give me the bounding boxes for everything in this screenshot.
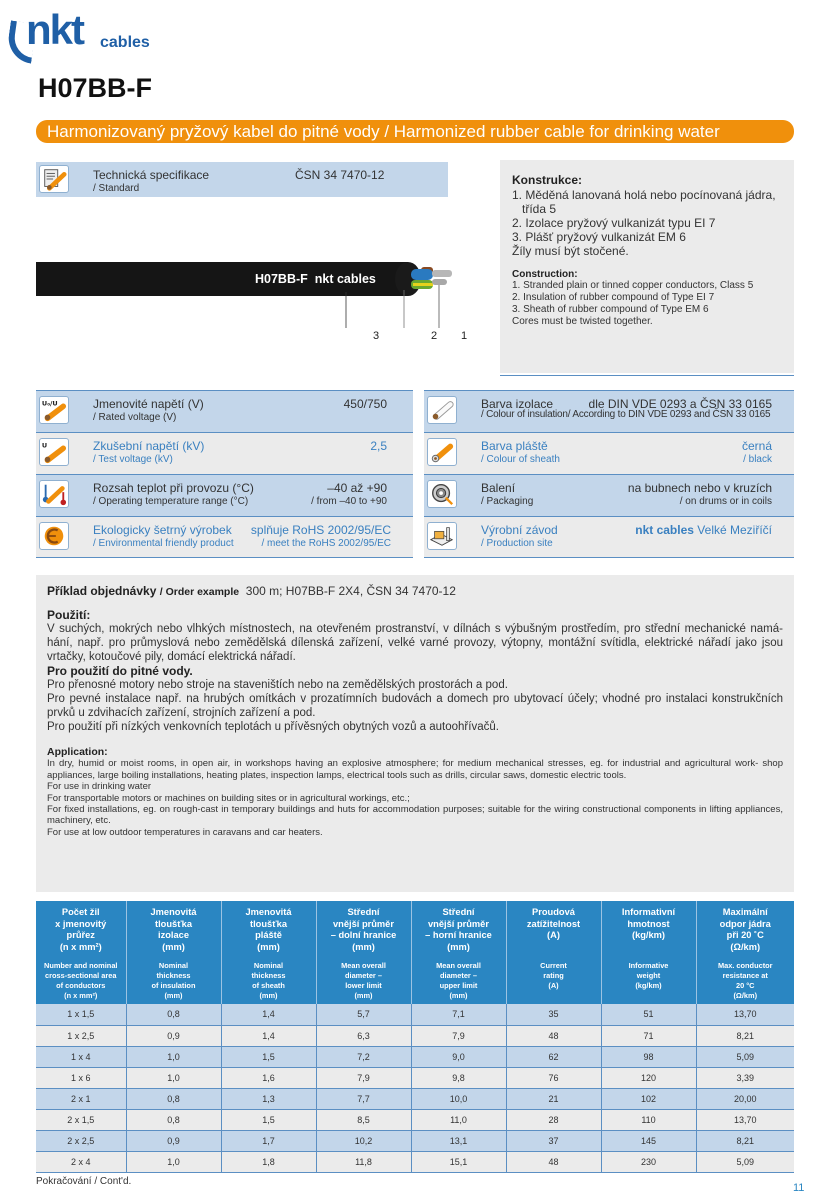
header-line: Informativní (621, 907, 676, 917)
property-label (93, 523, 234, 549)
header-line: 20 °C (735, 980, 755, 990)
table-row (36, 1130, 794, 1151)
label-cz: Ekologicky šetrný výrobek (93, 523, 232, 537)
order-label-en: / Order example (159, 586, 240, 598)
table-cell: 1,5 (221, 1109, 316, 1130)
column-header-en (127, 961, 221, 1001)
header-line: (mm) (447, 941, 470, 952)
value-en: / on drums or in coils (679, 496, 772, 507)
header-line: x jmenovitý (55, 918, 107, 929)
usage-paragraph: For use at low outdoor temperatures in caravans and car heaters. (47, 826, 323, 838)
continued-note: Pokračování / Cont'd. (36, 1176, 132, 1187)
column-header (696, 901, 794, 1004)
table-row (36, 1046, 794, 1067)
label-en: / Colour of sheath (481, 454, 560, 465)
table-cell: 20,00 (696, 1088, 794, 1109)
table-cell: 10,2 (316, 1130, 411, 1151)
column-header-cz (412, 907, 506, 961)
property-sheath-colour (424, 432, 794, 474)
table-cell: 1 x 1,5 (36, 1004, 126, 1025)
temperature-range-icon (39, 480, 69, 508)
property-label (481, 481, 533, 507)
table-cell: 15,1 (411, 1151, 506, 1172)
table-cell: 0,8 (126, 1109, 221, 1130)
header-line: upper limit (439, 980, 478, 990)
table-cell: 102 (601, 1088, 696, 1109)
column-header-en (697, 961, 795, 1001)
spec-table (36, 901, 794, 1173)
callout-1: 1 (461, 330, 468, 342)
header-line: of insulation (151, 980, 196, 990)
usage-title-en: Application: (47, 746, 108, 758)
property-label (93, 481, 254, 507)
standard-label (93, 168, 209, 194)
standard-row (36, 162, 448, 197)
table-cell: 8,5 (316, 1109, 411, 1130)
label-en: / Production site (481, 538, 553, 549)
nkt-cables-logo (4, 6, 164, 60)
table-cell: 48 (506, 1151, 601, 1172)
header-line: zatížitelnost (526, 918, 581, 929)
table-cell: 62 (506, 1046, 601, 1067)
label-en: / Operating temperature range (°C) (93, 496, 249, 507)
header-line: (mm) (257, 941, 280, 952)
property-value (742, 439, 772, 465)
header-line: (A) (548, 980, 559, 990)
table-cell: 2 x 2,5 (36, 1130, 126, 1151)
table-cell: 98 (601, 1046, 696, 1067)
label-cz: Jmenovité napětí (V) (93, 397, 204, 411)
property-production-site (424, 516, 794, 558)
order-value: 300 m; H07BB-F 2X4, ČSN 34 7470-12 (245, 584, 456, 598)
table-cell: 10,0 (411, 1088, 506, 1109)
header-line: tloušťka (154, 918, 192, 929)
header-line: (mm) (162, 941, 185, 952)
table-body (36, 1004, 794, 1172)
table-cell: 9,0 (411, 1046, 506, 1067)
usage-paragraph: Pro použití při nízkých venkovních teplotách u přívěsných obytných vozů a autoohřívačů. (47, 721, 499, 733)
property-label (93, 439, 204, 465)
value-cz: na bubnech nebo v kruzích (627, 481, 772, 495)
logo-brand: nkt (26, 6, 83, 53)
header-line: tloušťka (249, 918, 287, 929)
value-cz: dle DIN VDE 0293 a ČSN 33 0165 (588, 397, 772, 411)
property-value (370, 439, 387, 453)
column-header-en (602, 961, 696, 991)
value-cz: 450/750 (343, 397, 387, 411)
header-line: resistance at (722, 970, 768, 980)
table-cell: 110 (601, 1109, 696, 1130)
table-cell: 21 (506, 1088, 601, 1109)
insulation-colour-en-line (481, 409, 770, 420)
column-header-en (507, 961, 601, 991)
value-cz: –40 až +90 (327, 481, 387, 495)
table-cell: 11,8 (316, 1151, 411, 1172)
column-header-en (222, 961, 316, 1001)
logo-sub: cables (100, 34, 150, 51)
label-en: / Packaging (481, 496, 534, 507)
table-cell: 8,21 (696, 1025, 794, 1046)
table-row (36, 1109, 794, 1130)
column-header (126, 901, 221, 1004)
usage-paragraph: Pro přenosné motory nebo stroje na staveništích nebo na zemědělských prostorách a pod. (47, 679, 508, 691)
table-row (36, 1151, 794, 1172)
table-cell: 9,8 (411, 1067, 506, 1088)
table-cell: 28 (506, 1109, 601, 1130)
table-cell: 71 (601, 1025, 696, 1046)
header-line: Nominal (253, 961, 284, 970)
table-cell: 230 (601, 1151, 696, 1172)
column-header (601, 901, 696, 1004)
column-header-cz (36, 907, 126, 961)
callout-2: 2 (431, 330, 438, 342)
header-line: hmotnost (627, 918, 670, 929)
property-packaging (424, 474, 794, 516)
header-line: of sheath (252, 980, 285, 990)
table-cell: 48 (506, 1025, 601, 1046)
table-cell: 1,3 (221, 1088, 316, 1109)
column-header-en (412, 961, 506, 1001)
header-line: Mean overall (436, 961, 481, 970)
sheath-colour-icon (427, 438, 457, 466)
certificate-cable-icon (39, 165, 69, 193)
header-line: thickness (251, 970, 286, 980)
usage-paragraph: For fixed installations, eg. on rough-cast in temporary buildings and huts for accommodation purposes; suitable for the wiring constructional components in lifting appliances, machinery, etc. (47, 804, 783, 827)
header-line: cross-sectional area (45, 970, 117, 980)
column-header (36, 901, 126, 1004)
label-en: / Environmental friendly product (93, 538, 234, 549)
cable-print: H07BB-F nkt cables (255, 272, 376, 286)
table-cell: 13,70 (696, 1109, 794, 1130)
value-en: / meet the RoHS 2002/95/EC (261, 538, 391, 549)
usage-subtitle-cz: Pro použití do pitné vody. (47, 664, 193, 678)
header-line: (Ω/km) (730, 941, 761, 952)
table-cell: 7,2 (316, 1046, 411, 1067)
header-line: pláště (255, 930, 282, 940)
table-cell: 37 (506, 1130, 601, 1151)
table-cell: 7,9 (411, 1025, 506, 1046)
table-cell: 0,9 (126, 1130, 221, 1151)
header-line: Mean overall (341, 961, 386, 970)
construction-item-cz: třída 5 (522, 202, 557, 216)
header-line: – dolní hranice (330, 930, 397, 940)
table-cell: 2 x 1 (36, 1088, 126, 1109)
column-header-en (36, 961, 126, 1001)
construction-item-cz: 1. Měděná lanovaná holá nebo pocínovaná jádra, (512, 188, 776, 202)
label-en: / Test voltage (kV) (93, 454, 173, 465)
column-header (221, 901, 316, 1004)
value-cz: černá (741, 439, 772, 453)
label-cz: Barva izolace (481, 397, 554, 411)
header-line: Střední (347, 907, 380, 917)
value-cz: 2,5 (370, 439, 387, 453)
table-cell: 13,1 (411, 1130, 506, 1151)
table-cell: 2 x 4 (36, 1151, 126, 1172)
product-banner: Harmonizovaný pryžový kabel do pitné vody / Harmonized rubber cable for drinking water (36, 120, 794, 143)
label-en: / Rated voltage (V) (93, 412, 177, 423)
property-value (311, 481, 387, 507)
header-line: Max. conductor (717, 961, 773, 970)
table-cell: 11,0 (411, 1109, 506, 1130)
column-header (411, 901, 506, 1004)
header-line: (kg/km) (635, 980, 662, 990)
table-cell: 1,4 (221, 1025, 316, 1046)
construction-list-en (512, 280, 782, 328)
column-header (316, 901, 411, 1004)
value-en: / from –40 to +90 (311, 496, 387, 507)
table-row (36, 1004, 794, 1025)
table-cell: 1 x 2,5 (36, 1025, 126, 1046)
packaging-drum-icon (427, 480, 457, 508)
header-line: Number and nominal (43, 961, 118, 970)
value-en: / According to DIN VDE 0293 and ČSN 33 0165 (567, 409, 771, 420)
header-line: odpor jádra (719, 918, 771, 929)
header-line: diameter – (345, 970, 382, 980)
header-line: Nominal (158, 961, 189, 970)
label-en: / Colour of insulation (481, 409, 568, 420)
header-line: průřez (66, 930, 95, 940)
header-line: (mm) (259, 990, 278, 1000)
table-cell: 1,8 (221, 1151, 316, 1172)
test-voltage-icon (39, 438, 69, 466)
table-cell: 51 (601, 1004, 696, 1025)
column-header-cz (127, 907, 221, 961)
construction-item-en: 2. Insulation of rubber compound of Type EI 7 (512, 292, 715, 303)
usage-title-cz: Použití: (47, 608, 91, 622)
column-header-cz (507, 907, 601, 961)
label-cz: Barva pláště (481, 439, 548, 453)
header-line: (mm) (352, 941, 375, 952)
column-header (506, 901, 601, 1004)
header-line: Informative (628, 961, 669, 970)
column-header-en (317, 961, 411, 1001)
header-line: Jmenovitá (150, 907, 197, 917)
table-row (36, 1025, 794, 1046)
header-line: rating (543, 970, 564, 980)
header-line: (kg/km) (631, 930, 666, 940)
table-cell: 1 x 6 (36, 1067, 126, 1088)
header-line: Current (540, 961, 567, 970)
table-cell: 120 (601, 1067, 696, 1088)
usage-paragraph: In dry, humid or moist rooms, in open air, in workshops having an explosive atmosphere; for medium mechanical stresses, eg. for industrial and agricultural work- shop appliances, large boiling installations, heating plates, inspection lamps, electrical tools such as drills, circular saws, domestic electric tools. (47, 758, 783, 781)
eco-friendly-icon (39, 522, 69, 550)
header-line: (mm) (449, 990, 468, 1000)
construction-title-cz: Konstrukce: (512, 173, 583, 187)
svg-text:U: U (41, 441, 48, 450)
usage-box (36, 575, 794, 892)
construction-box (500, 160, 794, 373)
property-test-voltage (36, 432, 413, 474)
table-cell: 5,7 (316, 1004, 411, 1025)
header-line: Střední (442, 907, 475, 917)
column-header-cz (222, 907, 316, 961)
table-cell: 0,9 (126, 1025, 221, 1046)
property-label (93, 397, 204, 423)
header-line: (mm) (164, 990, 183, 1000)
usage-en (47, 747, 783, 838)
table-cell: 0,8 (126, 1004, 221, 1025)
table-cell: 76 (506, 1067, 601, 1088)
property-value (635, 523, 772, 537)
property-label (481, 439, 560, 465)
table-cell: 1 x 4 (36, 1046, 126, 1067)
table-cell: 1,0 (126, 1067, 221, 1088)
table-cell: 2 x 1,5 (36, 1109, 126, 1130)
table-cell: 8,21 (696, 1130, 794, 1151)
table-cell: 6,3 (316, 1025, 411, 1046)
header-line: Proudová (532, 907, 575, 917)
table-cell: 1,0 (126, 1046, 221, 1067)
table-cell: 145 (601, 1130, 696, 1151)
header-line: diameter – (440, 970, 477, 980)
usage-paragraph: V suchých, mokrých nebo vlhkých místnostech, na otevřeném prostranství, v dílnách s výbušným prostředím, pro střední mechanické namá- hání, např. pro průmyslová nebo zemědělská dílenská zařízení, velké varné provozy, výtopny, montážní svítidla, elektrické nářadí jako jsou vrtačky, kotoučové pily, domácí elektrická nářadí. (47, 623, 783, 663)
value-en: / black (743, 454, 772, 465)
header-line: (mm) (354, 990, 373, 1000)
table-cell: 7,1 (411, 1004, 506, 1025)
construction-item-cz: 3. Plášť pryžový vulkanizát EM 6 (512, 230, 686, 244)
cable-illustration (36, 260, 476, 350)
table-cell: 13,70 (696, 1004, 794, 1025)
construction-item-cz: Žíly musí být stočené. (512, 244, 629, 258)
usage-cz (47, 608, 783, 734)
header-line: (n x mm²) (59, 941, 102, 952)
table-cell: 7,7 (316, 1088, 411, 1109)
label-cz: Výrobní závod (481, 523, 558, 537)
header-line: (Ω/km) (733, 990, 758, 1000)
insulation-colour-icon (427, 396, 457, 424)
standard-label-en: / Standard (93, 183, 140, 194)
label-cz: Zkušební napětí (kV) (93, 439, 205, 453)
property-value (628, 481, 772, 507)
property-value (251, 523, 391, 549)
table-cell: 1,0 (126, 1151, 221, 1172)
header-line: izolace (157, 930, 189, 940)
standard-label-cz: Technická specifikace (93, 168, 210, 182)
header-line: vnější průměr (428, 918, 489, 929)
table-row (36, 1088, 794, 1109)
usage-paragraph: For transportable motors or machines on building sites or in agricultural workings, etc.; (47, 792, 410, 804)
product-title: H07BB-F (38, 73, 153, 103)
property-label (481, 523, 558, 549)
property-temperature-range (36, 474, 413, 516)
table-cell: 1,5 (221, 1046, 316, 1067)
table-cell: 7,9 (316, 1067, 411, 1088)
svg-text:U₀/U: U₀/U (41, 399, 58, 408)
construction-item-cz: 2. Izolace pryžový vulkanizát typu EI 7 (512, 216, 716, 230)
label-cz: Balení (481, 481, 516, 495)
header-line: weight (636, 970, 661, 980)
header-line: vnější průměr (333, 918, 394, 929)
table-cell: 1,7 (221, 1130, 316, 1151)
property-rated-voltage (36, 390, 413, 432)
construction-title-en: Construction: (512, 269, 578, 280)
table-cell: 1,6 (221, 1067, 316, 1088)
value-brand: nkt cables (635, 523, 694, 537)
table-cell: 5,09 (696, 1046, 794, 1067)
table-cell: 5,09 (696, 1151, 794, 1172)
construction-item-en: 3. Sheath of rubber compound of Type EM 6 (512, 304, 709, 315)
rated-voltage-icon (39, 396, 69, 424)
column-header-cz (697, 907, 795, 961)
table-cell: 3,39 (696, 1067, 794, 1088)
header-line: (A) (547, 930, 560, 940)
usage-paragraph: Pro pevné instalace např. na hrubých omítkách v prozatímních budovách a domech pro ubytovací účely; vhodné pro instalaci konstrukčních prvků u zdvihacích zařízení, strojních zařízení a pod. (47, 693, 783, 719)
column-header-cz (317, 907, 411, 961)
page-number: 11 (793, 1182, 805, 1194)
table-cell: 1,4 (221, 1004, 316, 1025)
header-line: – horní hranice (425, 930, 492, 940)
table-cell: 35 (506, 1004, 601, 1025)
table-row (36, 1067, 794, 1088)
label-cz: Rozsah teplot při provozu (°C) (93, 481, 254, 495)
column-header-cz (602, 907, 696, 961)
usage-paragraph: For use in drinking water (47, 781, 152, 793)
header-line: lower limit (345, 980, 382, 990)
order-label: Příklad objednávky (47, 584, 157, 598)
production-site-icon (427, 522, 457, 550)
header-line: při 20 ˚C (726, 930, 764, 940)
construction-item-en: 1. Stranded plain or tinned copper conductors, Class 5 (512, 280, 754, 291)
divider (500, 375, 794, 376)
standard-value: ČSN 34 7470-12 (295, 168, 385, 182)
header-line: Počet žil (61, 907, 100, 917)
construction-item-en: Cores must be twisted together. (512, 316, 653, 327)
header-line: Jmenovitá (245, 907, 292, 917)
order-example (47, 584, 783, 598)
table-cell: 0,8 (126, 1088, 221, 1109)
header-line: Maximální (722, 907, 768, 917)
property-eco (36, 516, 413, 558)
properties-left (36, 390, 413, 558)
callout-3: 3 (373, 330, 380, 342)
value-cz: splňuje RoHS 2002/95/EC (250, 523, 391, 537)
construction-list-cz (512, 188, 782, 258)
header-line: (n x mm²) (64, 990, 98, 1000)
header-line: of conductors (56, 980, 106, 990)
header-line: thickness (156, 970, 191, 980)
table-header-row (36, 901, 794, 1004)
property-value (344, 397, 387, 411)
value-cz: Velké Meziříčí (697, 523, 772, 537)
